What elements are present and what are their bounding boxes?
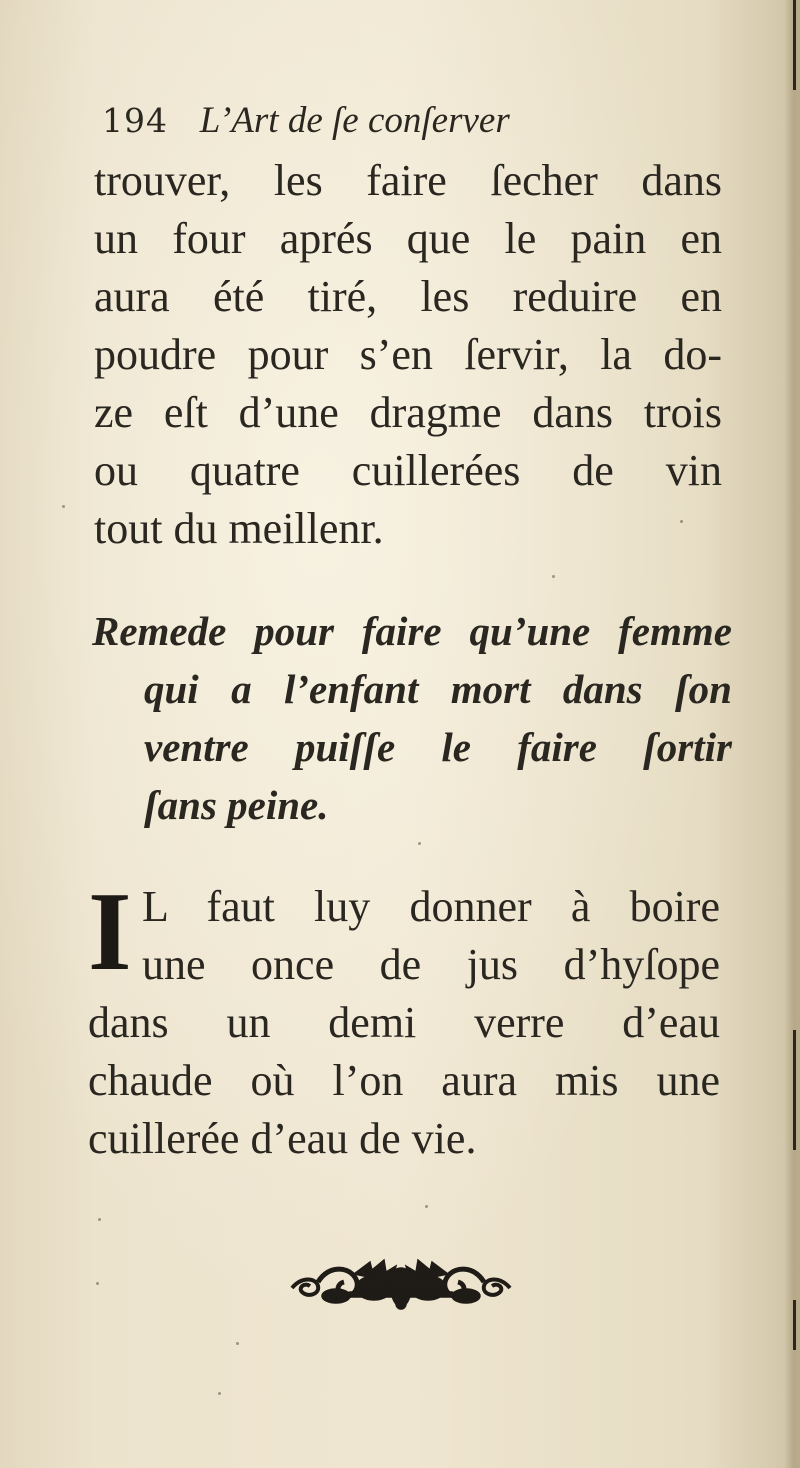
text-line: un four aprés que le pain en [94,214,722,263]
text-line: chaude où l’on aura mis une [88,1056,720,1105]
heading-line: ventre puiſſe le faire ſortir [144,724,732,770]
text-line: cuillerée d’eau de vie. [88,1114,477,1163]
binding-edge-mark [793,1030,796,1150]
running-title: L’Art de ſe conſerver [199,100,510,141]
text-line: une once de jus d’hyſope [142,940,720,989]
heading-line: qui a l’enfant mort dans ſon [144,666,732,712]
page-number: 194 [102,101,168,140]
section-heading [92,602,732,834]
text-line: ze eſt d’une dragme dans trois [94,388,722,437]
heading-line: Remede pour faire qu’une femme [92,608,732,654]
fleuron-ornament-icon [288,1252,514,1318]
text-line: L faut luy donner à boire [142,882,720,931]
binding-edge-mark [793,0,796,90]
page-edge-shadow [784,0,800,1468]
drop-cap: I [88,870,132,994]
text-line: tout du meillenr. [94,504,384,553]
text-line: aura été tiré, les reduire en [94,272,722,321]
text-line: ou quatre cuillerées de vin [94,446,722,495]
binding-edge-mark [793,1300,796,1350]
recipe-paragraph [88,870,720,1168]
running-head [102,96,510,144]
paragraph-continued [94,152,722,558]
text-line: dans un demi verre d’eau [88,998,720,1047]
text-line: poudre pour s’en ſervir, la do- [94,330,722,379]
text-line: trouver, les faire ſecher dans [94,156,722,205]
heading-line: ſans peine. [144,782,329,828]
